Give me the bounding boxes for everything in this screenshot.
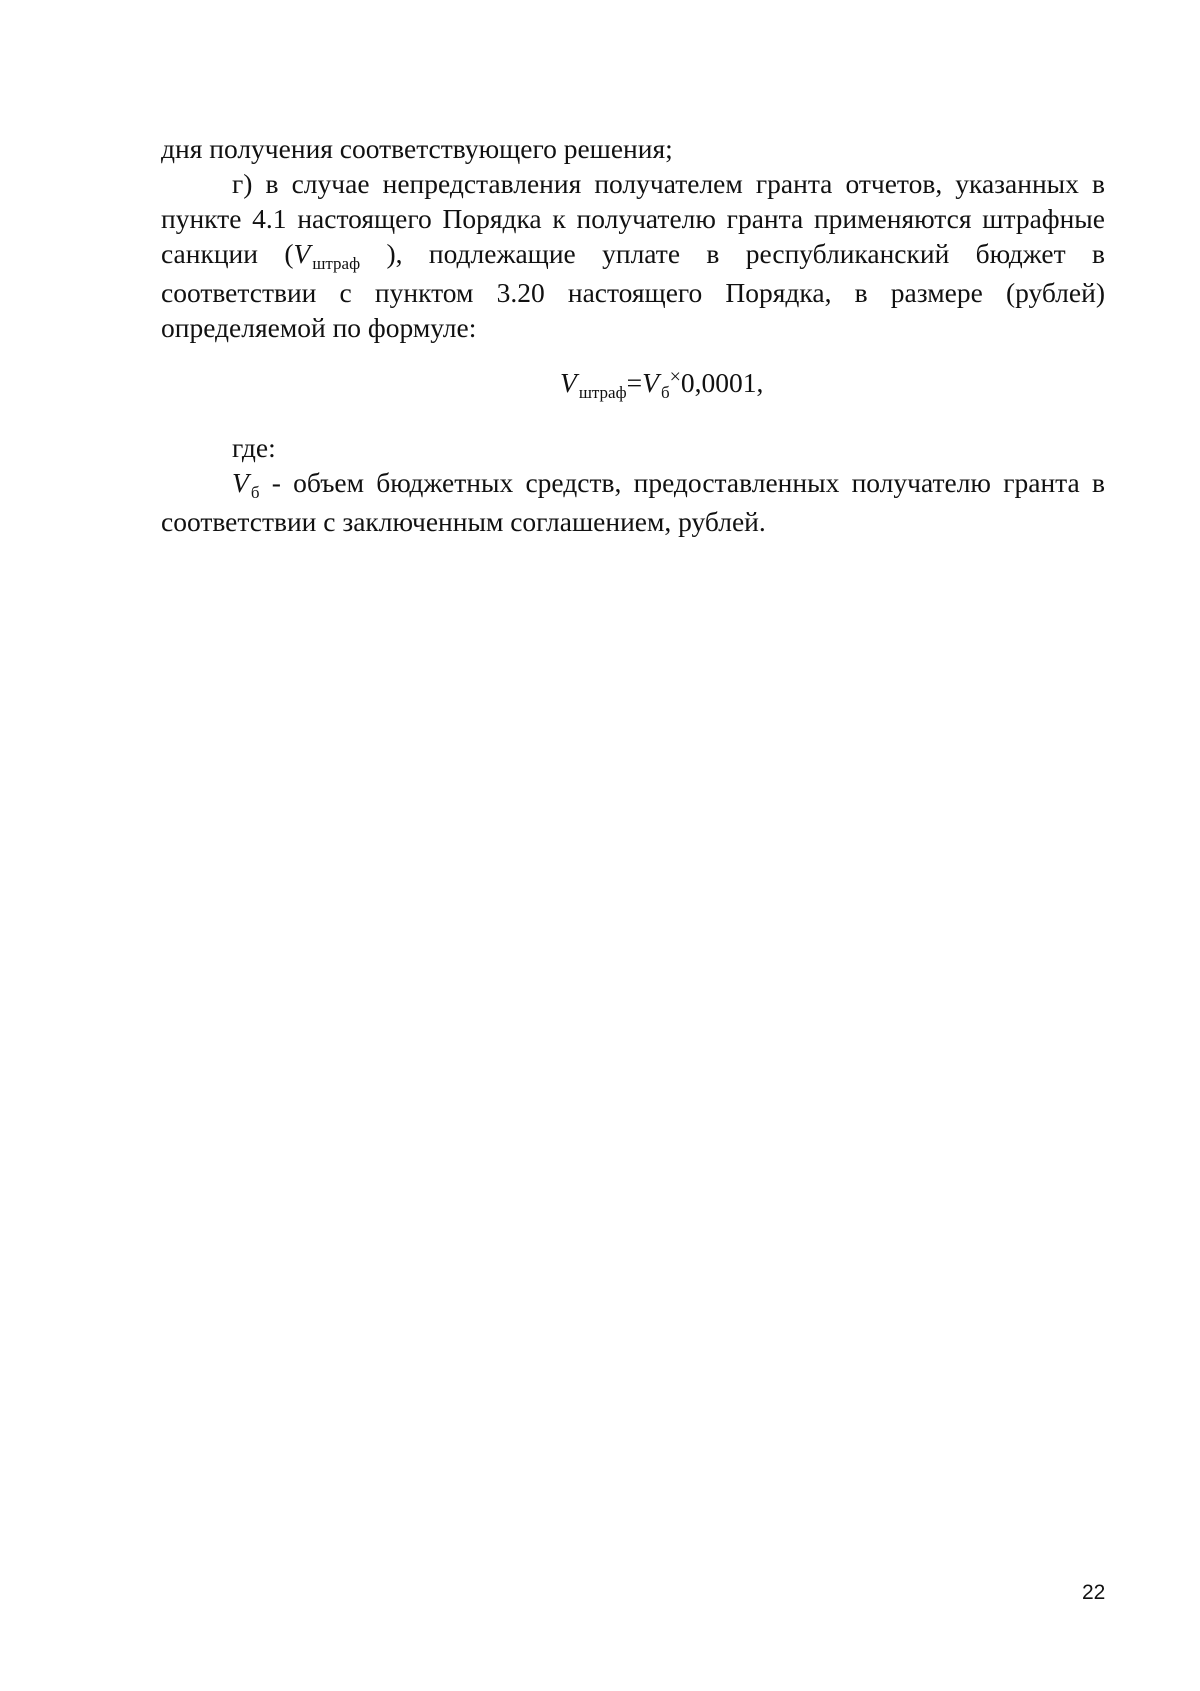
text-line: соответствии с пунктом 3.20 настоящего Порядка, в размере (рублей) [161,277,1105,308]
where-label: где: [232,432,276,463]
formula-variable-v: V [642,367,659,398]
formula-times-sign: × [669,366,681,388]
definition-variable-v: V [232,467,249,498]
text-line: соответствии с заключенным соглашением, рублей. [161,506,766,537]
text-fragment: санкции ( [161,238,294,269]
text-line: дня получения соответствующего решения; [161,133,673,164]
formula-subscript-budget: б [660,383,670,402]
subscript-penalty: штраф [312,254,361,273]
definition-subscript-budget: б [250,483,260,502]
page-number: 22 [1082,1581,1106,1604]
text-line-sanctions [161,236,1105,275]
penalty-formula [560,365,763,404]
formula-subscript-penalty: штраф [578,383,627,402]
text-line: г) в случае непредставления получателем гранта отчетов, указанных в [232,168,1105,199]
definition-line [161,465,1105,504]
paragraph-penalty-clause [161,131,1105,345]
formula-coefficient: 0,0001, [680,367,764,398]
paragraph-definition [161,465,1105,539]
variable-v: V [293,238,311,269]
formula-equals: = [626,367,643,398]
text-line: определяемой по формуле: [161,312,477,343]
text-fragment: ), подлежащие уплате в республиканский бюджет в [360,238,1105,269]
formula-variable-v: V [560,367,577,398]
text-fragment: - объем бюджетных средств, предоставленных получателю гранта в [259,467,1105,498]
text-line: пункте 4.1 настоящего Порядка к получателю гранта применяются штрафные [161,203,1105,234]
